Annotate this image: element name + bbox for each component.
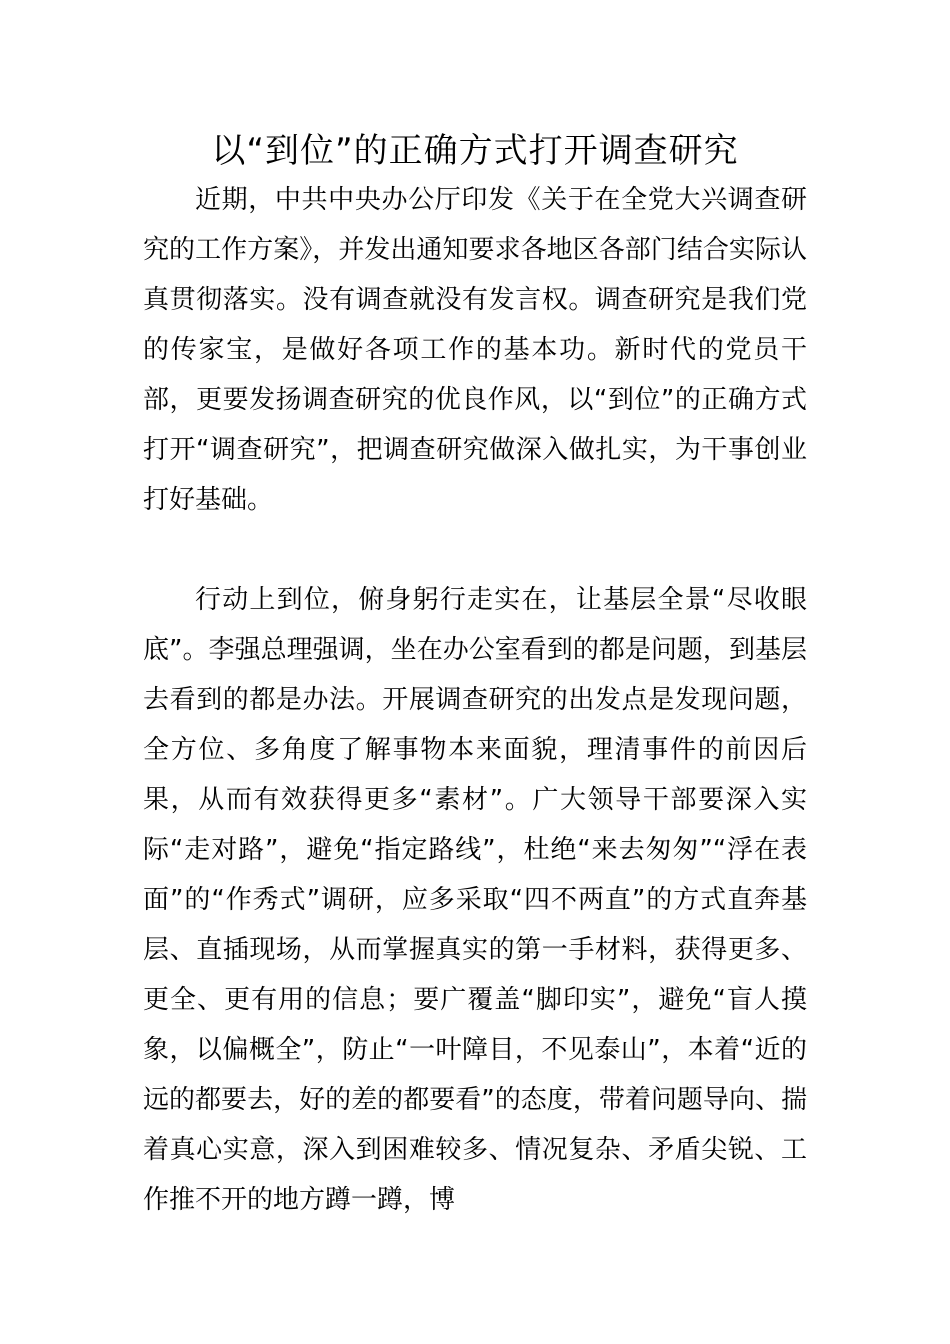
- paragraph-action: 行动上到位，俯身躬行走实在，让基层全景“尽收眼底”。李强总理强调，坐在办公室看到的都是问题，到基层去看到的都是办法。开展调查研究的出发点是发现问题，全方位、多角度了解事物本来面貌，理清事件的前因后果，从而有效获得更多“素材”。广大领导干部要深入实际“走对路”，避免“指定路线”，杜绝“来去匆匆”“浮在表面”的“作秀式”调研，应多采取“四不两直”的方式直奔基层、直插现场，从而掌握真实的第一手材料，获得更多、更全、更有用的信息；要广覆盖“脚印实”，避免“盲人摸象，以偏概全”，防止“一叶障目，不见泰山”，本着“近的远的都要去，好的差的都要看”的态度，带着问题导向、揣着真心实意，深入到困难较多、情况复杂、矛盾尖锐、工作推不开的地方蹲一蹲，博: [143, 585, 807, 1215]
- document-title: 以“到位”的正确方式打开调查研究: [211, 131, 739, 171]
- paragraph-intro: 近期，中共中央办公厅印发《关于在全党大兴调查研究的工作方案》，并发出通知要求各地区各部门结合实际认真贯彻落实。没有调查就没有发言权。调查研究是我们党的传家宝，是做好各项工作的基本功。新时代的党员干部，更要发扬调查研究的优良作风，以“到位”的正确方式打开“调查研究”，把调查研究做深入做扎实，为干事创业打好基础。: [143, 185, 807, 515]
